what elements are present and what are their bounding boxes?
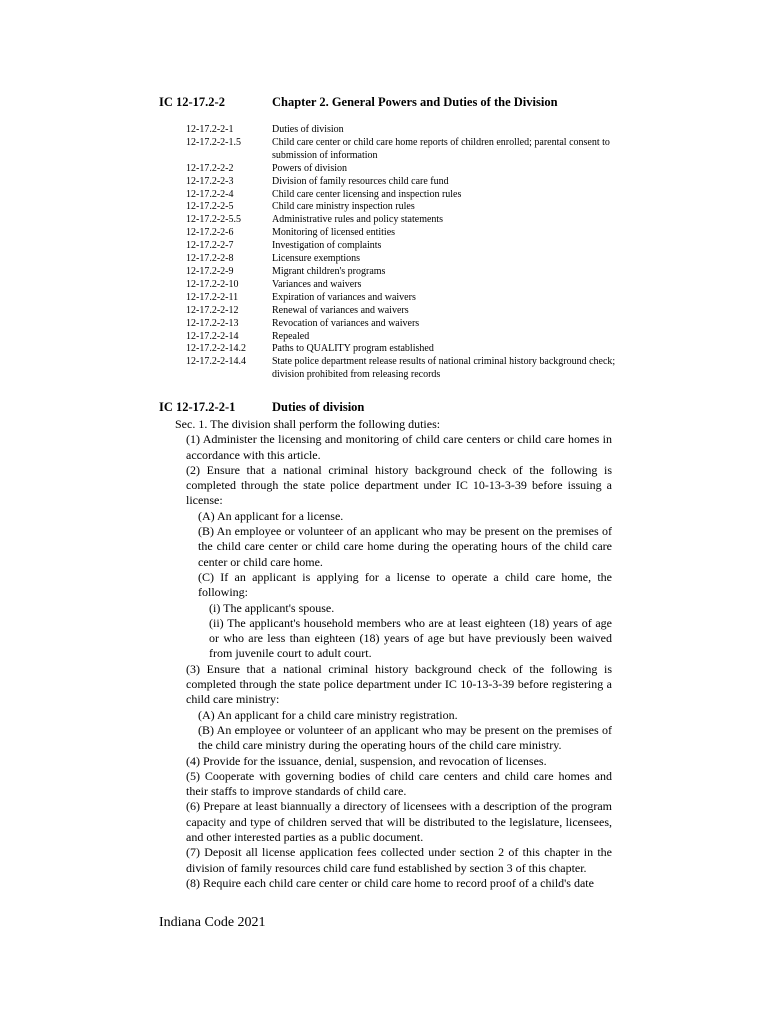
toc-section-description: Renewal of variances and waivers	[272, 304, 409, 316]
section-citation: IC 12-17.2-2-1	[159, 400, 236, 414]
toc-section-number: 12-17.2-2-14.2	[186, 343, 246, 355]
toc-section-number: 12-17.2-2-3	[186, 175, 234, 187]
toc-section-number: 12-17.2-2-10	[186, 278, 239, 290]
section-paragraph: (C) If an applicant is applying for a license to operate a child care home, the following:	[198, 569, 612, 600]
table-of-contents	[186, 124, 626, 382]
toc-section-number: 12-17.2-2-9	[186, 265, 234, 277]
toc-row	[186, 189, 626, 202]
toc-section-description: Revocation of variances and waivers	[272, 317, 420, 329]
toc-section-number: 12-17.2-2-13	[186, 317, 239, 329]
section-paragraph: (B) An employee or volunteer of an applicant who may be present on the premises of the child care center or child care home during the operating hours of the child care center or child care home.	[198, 524, 612, 569]
section-paragraph: (ii) The applicant's household members who are at least eighteen (18) years of age or who are less than eighteen (18) years of age but have previously been waived from juvenile court to adult court.	[209, 615, 612, 661]
toc-row	[186, 137, 626, 163]
toc-section-number: 12-17.2-2-8	[186, 253, 234, 265]
toc-row	[186, 331, 626, 344]
toc-row	[186, 343, 626, 356]
toc-section-description: Expiration of variances and waivers	[272, 291, 416, 303]
section-paragraph: (7) Deposit all license application fees collected under section 2 of this chapter in the division of family resources child care fund established by section 3 of this chapter.	[186, 845, 612, 875]
toc-section-description: Investigation of complaints	[272, 240, 382, 252]
toc-section-number: 12-17.2-2-2	[186, 162, 234, 174]
toc-section-description: Variances and waivers	[272, 278, 362, 290]
toc-section-number: 12-17.2-2-14	[186, 330, 239, 342]
toc-row	[186, 214, 626, 227]
chapter-citation: IC 12-17.2-2	[159, 95, 225, 109]
toc-row	[186, 176, 626, 189]
toc-row	[186, 124, 626, 137]
toc-row	[186, 318, 626, 331]
toc-section-description: Powers of division	[272, 162, 347, 174]
toc-section-number: 12-17.2-2-1.5	[186, 136, 241, 148]
toc-section-description: Division of family resources child care fund	[272, 175, 449, 187]
section-body	[175, 417, 612, 891]
toc-section-description: State police department release results of national criminal history background check; division prohibited from releasing records	[272, 356, 616, 381]
toc-row	[186, 163, 626, 176]
toc-section-number: 12-17.2-2-4	[186, 188, 234, 200]
toc-row	[186, 266, 626, 279]
section-paragraph: (i) The applicant's spouse.	[209, 600, 335, 615]
toc-row	[186, 253, 626, 266]
toc-row	[186, 240, 626, 253]
toc-row	[186, 201, 626, 214]
section-paragraph: (A) An applicant for a child care ministry registration.	[198, 707, 458, 722]
section-paragraph: (2) Ensure that a national criminal history background check of the following is completed through the state police department under IC 10-13-3-39 before issuing a license:	[186, 462, 612, 508]
toc-row	[186, 356, 626, 382]
section-paragraph: (A) An applicant for a license.	[198, 508, 344, 523]
page-footer: Indiana Code 2021	[159, 915, 266, 930]
toc-section-number: 12-17.2-2-7	[186, 240, 234, 252]
toc-section-number: 12-17.2-2-5.5	[186, 214, 241, 226]
toc-section-description: Duties of division	[272, 124, 344, 135]
toc-section-description: Paths to QUALITY program established	[272, 343, 434, 355]
toc-section-number: 12-17.2-2-14.4	[186, 356, 246, 368]
section-paragraph: Sec. 1. The division shall perform the following duties:	[175, 417, 441, 431]
toc-section-description: Child care center or child care home reports of children enrolled; parental consent to submission of information	[272, 136, 610, 161]
toc-section-description: Licensure exemptions	[272, 253, 361, 265]
toc-section-number: 12-17.2-2-12	[186, 304, 239, 316]
toc-section-number: 12-17.2-2-5	[186, 201, 234, 213]
toc-row	[186, 305, 626, 318]
section-paragraph: (B) An employee or volunteer of an applicant who may be present on the premises of the child care ministry during the operating hours of the child care ministry.	[198, 722, 612, 753]
toc-section-number: 12-17.2-2-6	[186, 227, 234, 239]
toc-section-description: Migrant children's programs	[272, 265, 386, 277]
chapter-title: Chapter 2. General Powers and Duties of the Division	[272, 95, 558, 109]
toc-section-number: 12-17.2-2-1	[186, 124, 234, 135]
toc-section-description: Administrative rules and policy statements	[272, 214, 444, 226]
section-paragraph: (3) Ensure that a national criminal history background check of the following is completed through the state police department under IC 10-13-3-39 before registering a child care ministry:	[186, 661, 612, 707]
section-paragraph: (4) Provide for the issuance, denial, suspension, and revocation of licenses.	[186, 753, 547, 768]
toc-section-description: Repealed	[272, 330, 310, 342]
toc-section-number: 12-17.2-2-11	[186, 291, 239, 303]
toc-section-description: Monitoring of licensed entities	[272, 227, 396, 239]
section-title: Duties of division	[272, 400, 365, 414]
toc-row	[186, 279, 626, 292]
toc-section-description: Child care ministry inspection rules	[272, 201, 415, 213]
section-paragraph: (1) Administer the licensing and monitoring of child care centers or child care homes in accordance with this article.	[186, 432, 612, 462]
toc-row	[186, 292, 626, 305]
section-paragraph: (8) Require each child care center or child care home to record proof of a child's date	[186, 875, 594, 890]
toc-row	[186, 227, 626, 240]
toc-section-description: Child care center licensing and inspection rules	[272, 188, 462, 200]
section-paragraph: (5) Cooperate with governing bodies of child care centers and child care homes and their staffs to improve standards of child care.	[186, 768, 612, 799]
section-paragraph: (6) Prepare at least biannually a directory of licensees with a description of the program capacity and type of children served that will be distributed to the legislature, licensees, and other interested parties as a public document.	[186, 799, 612, 845]
